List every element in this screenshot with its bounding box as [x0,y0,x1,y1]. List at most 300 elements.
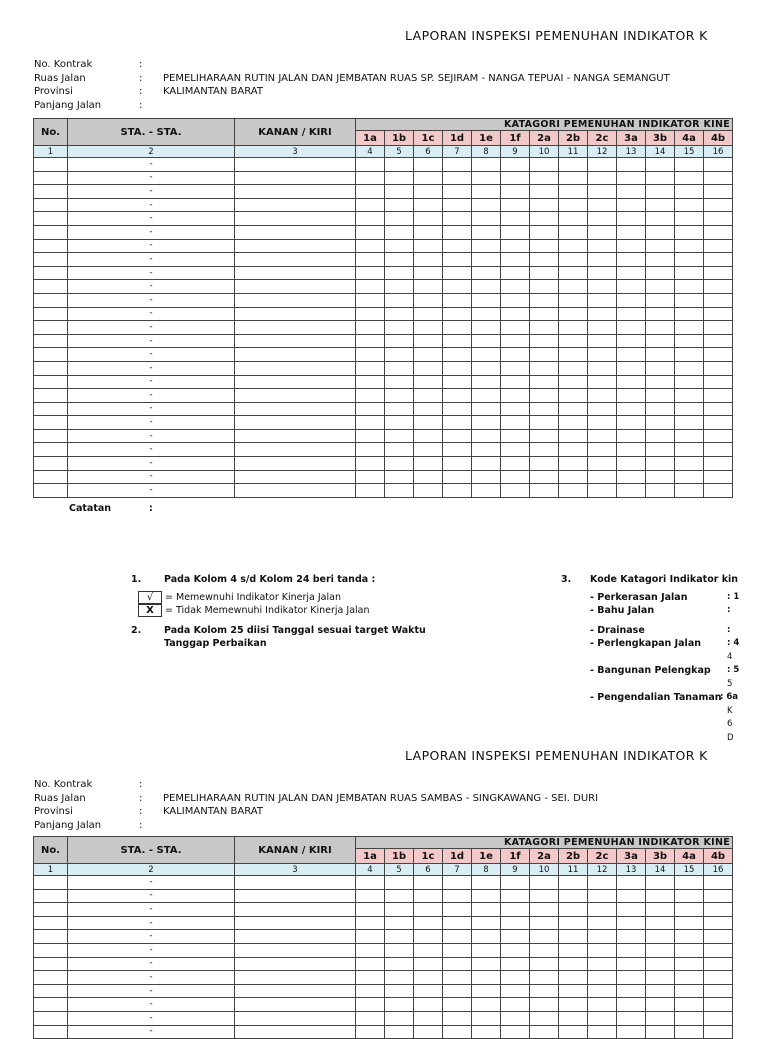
cell[interactable] [530,416,559,430]
cell[interactable] [530,253,559,267]
cell[interactable] [704,253,733,267]
cell[interactable] [559,1025,588,1039]
cell[interactable] [675,389,704,403]
cell[interactable] [443,984,472,998]
cell[interactable] [472,280,501,294]
cell[interactable] [235,171,356,185]
cell[interactable] [472,389,501,403]
cell[interactable] [588,198,617,212]
cell[interactable] [704,903,733,917]
cell[interactable] [34,198,68,212]
cell[interactable] [588,321,617,335]
cell[interactable] [443,225,472,239]
cell[interactable] [704,443,733,457]
cell[interactable] [414,916,443,930]
cell[interactable] [617,484,646,498]
cell[interactable] [385,212,414,226]
cell[interactable] [704,957,733,971]
cell[interactable] [588,1025,617,1039]
sta-cell[interactable]: - [68,375,235,389]
cell[interactable] [559,1011,588,1025]
cell[interactable] [235,266,356,280]
cell[interactable] [385,971,414,985]
cell[interactable] [588,185,617,199]
cell[interactable] [588,293,617,307]
cell[interactable] [559,889,588,903]
cell[interactable] [356,321,385,335]
cell[interactable] [501,280,530,294]
cell[interactable] [235,389,356,403]
cell[interactable] [530,225,559,239]
cell[interactable] [675,984,704,998]
cell[interactable] [588,916,617,930]
cell[interactable] [675,470,704,484]
cell[interactable] [675,212,704,226]
sta-cell[interactable]: - [68,998,235,1012]
cell[interactable] [530,470,559,484]
cell[interactable] [530,971,559,985]
cell[interactable] [588,876,617,890]
cell[interactable] [559,280,588,294]
cell[interactable] [704,293,733,307]
cell[interactable] [443,457,472,471]
cell[interactable] [443,239,472,253]
cell[interactable] [588,239,617,253]
cell[interactable] [617,348,646,362]
cell[interactable] [617,971,646,985]
cell[interactable] [617,416,646,430]
cell[interactable] [501,361,530,375]
cell[interactable] [588,429,617,443]
cell[interactable] [235,876,356,890]
cell[interactable] [704,334,733,348]
cell[interactable] [704,225,733,239]
cell[interactable] [530,984,559,998]
cell[interactable] [530,375,559,389]
cell[interactable] [356,957,385,971]
cell[interactable] [34,1025,68,1039]
cell[interactable] [530,930,559,944]
cell[interactable] [675,280,704,294]
cell[interactable] [356,930,385,944]
cell[interactable] [646,225,675,239]
cell[interactable] [443,198,472,212]
cell[interactable] [617,171,646,185]
cell[interactable] [646,943,675,957]
cell[interactable] [588,402,617,416]
cell[interactable] [675,198,704,212]
cell[interactable] [617,889,646,903]
cell[interactable] [443,185,472,199]
cell[interactable] [675,361,704,375]
sta-cell[interactable]: - [68,253,235,267]
cell[interactable] [588,280,617,294]
cell[interactable] [443,930,472,944]
cell[interactable] [443,402,472,416]
cell[interactable] [472,348,501,362]
cell[interactable] [675,457,704,471]
cell[interactable] [501,402,530,416]
cell[interactable] [646,307,675,321]
cell[interactable] [414,416,443,430]
cell[interactable] [501,348,530,362]
sta-cell[interactable]: - [68,1025,235,1039]
cell[interactable] [34,321,68,335]
cell[interactable] [414,185,443,199]
cell[interactable] [443,334,472,348]
cell[interactable] [34,943,68,957]
cell[interactable] [675,375,704,389]
cell[interactable] [704,239,733,253]
cell[interactable] [646,876,675,890]
cell[interactable] [414,171,443,185]
cell[interactable] [34,171,68,185]
cell[interactable] [501,998,530,1012]
cell[interactable] [443,1011,472,1025]
cell[interactable] [704,889,733,903]
cell[interactable] [646,402,675,416]
cell[interactable] [646,971,675,985]
cell[interactable] [530,1011,559,1025]
cell[interactable] [704,457,733,471]
cell[interactable] [559,198,588,212]
cell[interactable] [472,402,501,416]
sta-cell[interactable]: - [68,293,235,307]
cell[interactable] [235,321,356,335]
cell[interactable] [559,957,588,971]
cell[interactable] [356,293,385,307]
sta-cell[interactable]: - [68,971,235,985]
cell[interactable] [559,375,588,389]
sta-cell[interactable]: - [68,334,235,348]
cell[interactable] [472,889,501,903]
cell[interactable] [675,943,704,957]
cell[interactable] [646,903,675,917]
cell[interactable] [385,253,414,267]
cell[interactable] [704,998,733,1012]
cell[interactable] [646,416,675,430]
cell[interactable] [443,171,472,185]
sta-cell[interactable]: - [68,957,235,971]
cell[interactable] [501,334,530,348]
sta-cell[interactable]: - [68,307,235,321]
cell[interactable] [501,171,530,185]
cell[interactable] [530,239,559,253]
cell[interactable] [559,943,588,957]
cell[interactable] [501,889,530,903]
cell[interactable] [559,903,588,917]
sta-cell[interactable]: - [68,212,235,226]
cell[interactable] [704,389,733,403]
cell[interactable] [704,158,733,172]
cell[interactable] [414,253,443,267]
cell[interactable] [34,957,68,971]
cell[interactable] [675,443,704,457]
cell[interactable] [704,484,733,498]
cell[interactable] [472,930,501,944]
cell[interactable] [414,280,443,294]
cell[interactable] [472,321,501,335]
cell[interactable] [501,416,530,430]
cell[interactable] [617,943,646,957]
cell[interactable] [472,984,501,998]
cell[interactable] [646,253,675,267]
cell[interactable] [588,443,617,457]
cell[interactable] [501,457,530,471]
cell[interactable] [472,361,501,375]
cell[interactable] [646,1025,675,1039]
cell[interactable] [617,280,646,294]
cell[interactable] [356,429,385,443]
cell[interactable] [559,225,588,239]
cell[interactable] [559,443,588,457]
cell[interactable] [530,171,559,185]
cell[interactable] [356,348,385,362]
cell[interactable] [34,876,68,890]
sta-cell[interactable]: - [68,484,235,498]
cell[interactable] [646,361,675,375]
cell[interactable] [356,998,385,1012]
cell[interactable] [559,361,588,375]
cell[interactable] [704,916,733,930]
cell[interactable] [414,484,443,498]
cell[interactable] [235,225,356,239]
sta-cell[interactable]: - [68,348,235,362]
cell[interactable] [34,1011,68,1025]
cell[interactable] [235,307,356,321]
cell[interactable] [235,484,356,498]
cell[interactable] [356,212,385,226]
cell[interactable] [443,443,472,457]
sta-cell[interactable]: - [68,361,235,375]
cell[interactable] [443,484,472,498]
cell[interactable] [559,158,588,172]
cell[interactable] [675,416,704,430]
cell[interactable] [443,348,472,362]
cell[interactable] [588,903,617,917]
cell[interactable] [472,416,501,430]
cell[interactable] [356,389,385,403]
cell[interactable] [675,916,704,930]
cell[interactable] [675,321,704,335]
cell[interactable] [559,307,588,321]
cell[interactable] [704,375,733,389]
cell[interactable] [356,307,385,321]
cell[interactable] [472,239,501,253]
cell[interactable] [501,307,530,321]
cell[interactable] [675,930,704,944]
cell[interactable] [530,293,559,307]
cell[interactable] [588,334,617,348]
cell[interactable] [356,1025,385,1039]
cell[interactable] [414,361,443,375]
cell[interactable] [501,484,530,498]
cell[interactable] [472,998,501,1012]
cell[interactable] [385,416,414,430]
cell[interactable] [588,971,617,985]
cell[interactable] [530,998,559,1012]
cell[interactable] [559,470,588,484]
cell[interactable] [443,158,472,172]
cell[interactable] [235,212,356,226]
cell[interactable] [530,158,559,172]
cell[interactable] [530,889,559,903]
cell[interactable] [559,984,588,998]
cell[interactable] [356,889,385,903]
cell[interactable] [588,1011,617,1025]
cell[interactable] [414,293,443,307]
cell[interactable] [617,293,646,307]
cell[interactable] [443,470,472,484]
cell[interactable] [472,266,501,280]
cell[interactable] [646,239,675,253]
cell[interactable] [704,348,733,362]
cell[interactable] [559,334,588,348]
cell[interactable] [443,375,472,389]
cell[interactable] [617,321,646,335]
cell[interactable] [356,416,385,430]
cell[interactable] [385,389,414,403]
cell[interactable] [385,185,414,199]
cell[interactable] [385,402,414,416]
cell[interactable] [617,361,646,375]
cell[interactable] [501,470,530,484]
cell[interactable] [704,402,733,416]
cell[interactable] [472,293,501,307]
cell[interactable] [704,1011,733,1025]
sta-cell[interactable]: - [68,984,235,998]
cell[interactable] [356,971,385,985]
cell[interactable] [414,389,443,403]
sta-cell[interactable]: - [68,943,235,957]
cell[interactable] [646,158,675,172]
cell[interactable] [34,348,68,362]
sta-cell[interactable]: - [68,889,235,903]
cell[interactable] [385,998,414,1012]
cell[interactable] [414,348,443,362]
cell[interactable] [356,225,385,239]
cell[interactable] [356,158,385,172]
sta-cell[interactable]: - [68,225,235,239]
cell[interactable] [646,470,675,484]
cell[interactable] [559,185,588,199]
cell[interactable] [443,889,472,903]
cell[interactable] [530,957,559,971]
cell[interactable] [646,484,675,498]
cell[interactable] [472,1025,501,1039]
cell[interactable] [235,198,356,212]
cell[interactable] [646,889,675,903]
cell[interactable] [414,429,443,443]
cell[interactable] [530,1025,559,1039]
cell[interactable] [34,266,68,280]
cell[interactable] [588,957,617,971]
cell[interactable] [472,876,501,890]
cell[interactable] [588,361,617,375]
cell[interactable] [588,307,617,321]
cell[interactable] [34,280,68,294]
cell[interactable] [704,266,733,280]
cell[interactable] [472,334,501,348]
cell[interactable] [414,957,443,971]
cell[interactable] [646,930,675,944]
cell[interactable] [704,416,733,430]
cell[interactable] [235,457,356,471]
cell[interactable] [617,158,646,172]
cell[interactable] [646,457,675,471]
cell[interactable] [588,998,617,1012]
cell[interactable] [472,212,501,226]
cell[interactable] [443,293,472,307]
cell[interactable] [530,348,559,362]
cell[interactable] [235,361,356,375]
cell[interactable] [385,957,414,971]
cell[interactable] [414,903,443,917]
cell[interactable] [617,443,646,457]
cell[interactable] [617,930,646,944]
cell[interactable] [646,443,675,457]
cell[interactable] [356,280,385,294]
cell[interactable] [646,998,675,1012]
cell[interactable] [559,239,588,253]
cell[interactable] [530,361,559,375]
cell[interactable] [646,1011,675,1025]
sta-cell[interactable]: - [68,416,235,430]
cell[interactable] [443,266,472,280]
cell[interactable] [356,185,385,199]
cell[interactable] [704,171,733,185]
cell[interactable] [704,361,733,375]
sta-cell[interactable]: - [68,443,235,457]
cell[interactable] [34,375,68,389]
cell[interactable] [443,389,472,403]
cell[interactable] [443,943,472,957]
cell[interactable] [385,484,414,498]
cell[interactable] [559,457,588,471]
cell[interactable] [501,389,530,403]
cell[interactable] [646,429,675,443]
cell[interactable] [414,239,443,253]
cell[interactable] [235,443,356,457]
cell[interactable] [559,348,588,362]
cell[interactable] [34,293,68,307]
cell[interactable] [443,307,472,321]
cell[interactable] [472,484,501,498]
sta-cell[interactable]: - [68,457,235,471]
cell[interactable] [34,239,68,253]
cell[interactable] [356,984,385,998]
cell[interactable] [443,957,472,971]
cell[interactable] [235,239,356,253]
cell[interactable] [704,930,733,944]
cell[interactable] [675,348,704,362]
cell[interactable] [235,930,356,944]
cell[interactable] [34,185,68,199]
cell[interactable] [675,876,704,890]
cell[interactable] [235,984,356,998]
cell[interactable] [559,930,588,944]
cell[interactable] [385,876,414,890]
cell[interactable] [414,984,443,998]
cell[interactable] [588,266,617,280]
cell[interactable] [356,484,385,498]
cell[interactable] [34,334,68,348]
cell[interactable] [356,916,385,930]
cell[interactable] [646,957,675,971]
cell[interactable] [235,971,356,985]
cell[interactable] [414,212,443,226]
cell[interactable] [356,443,385,457]
